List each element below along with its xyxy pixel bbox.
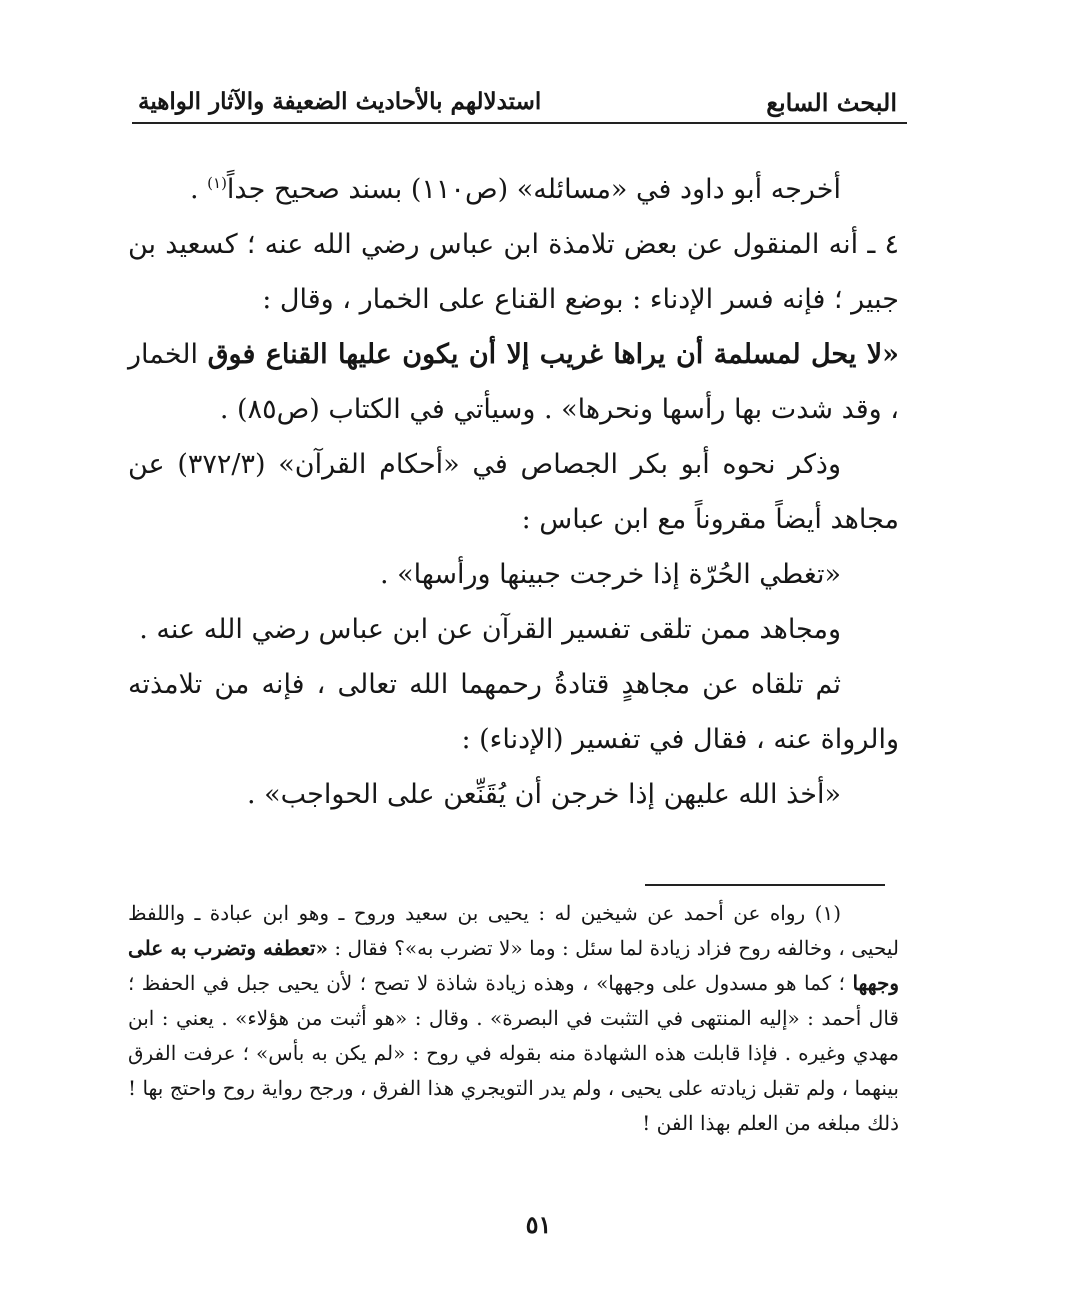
footnote-1-bold-quote: «تعطفه وتضرب به على وجهها — [128, 936, 899, 995]
paragraph-1 — [128, 162, 899, 217]
footnote-divider — [645, 884, 885, 886]
paragraph-4: وذكر نحوه أبو بكر الجصاص في «أحكام القرآن» (٣٧٢/٣) عن مجاهد أيضاً مقروناً مع ابن عباس : — [128, 449, 899, 535]
quote-said-ibn-jubayr: «لا يحل لمسلمة أن يراها غريب إلا أن يكون عليها القناع فوق — [207, 339, 899, 370]
footnote-1-part-a: (١) رواه عن أحمد عن شيخين له : يحيى بن سعيد وروح ـ وهو ابن عبادة ـ واللفظ ليحيى ، وخالفه روح فزاد زيادة لما سئل : وما «لا تضرب به»؟ فقال : — [128, 901, 899, 960]
header-chapter-title: استدلالهم بالأحاديث الضعيفة والآثار الواهية — [138, 88, 542, 115]
paragraph-3 — [128, 327, 899, 437]
paragraph-1-end: . — [189, 174, 208, 205]
quote-qatada: «أخذ الله عليهن إذا خرجن أن يُقَنِّعن على الحواجب» . — [246, 779, 841, 810]
footnote-reference: (١) — [207, 174, 227, 192]
paragraph-1-text: أخرجه أبو داود في «مسائله» (ص١١٠) بسند صحيح جداً — [226, 174, 841, 205]
paragraph-2: ٤ ـ أنه المنقول عن بعض تلامذة ابن عباس رضي الله عنه ؛ كسعيد بن جبير ؛ فإنه فسر الإدناء : بوضع القناع على الخمار ، وقال : — [128, 229, 899, 315]
quote-mujahid: «تغطي الحُرّة إذا خرجت جبينها ورأسها» . — [379, 559, 841, 590]
footnote-1 — [128, 896, 899, 1141]
paragraph-6: ومجاهد ممن تلقى تفسير القرآن عن ابن عباس رضي الله عنه . — [139, 614, 841, 645]
main-text — [128, 162, 899, 822]
footnote-1-part-c: ؛ كما هو مسدول على وجهها» ، وهذه زيادة شاذة لا تصح ؛ لأن يحيى جبل في الحفظ ؛ قال أحمد : «إليه المنتهى في التثبت في البصرة» . وقال : «هو أثبت من هؤلاء» . يعني : ابن مهدي وغيره . فإذا قابلت هذه الشهادة منه بقوله في روح : «لم يكن به بأس» ؛ عرفت الفرق بينهما ، ولم تقبل زيادته على يحيى ، ولم يدر التويجري هذا الفرق ، ورجح رواية روح واحتج بها ! ذلك مبلغه من العلم بهذا الفن ! — [128, 971, 899, 1135]
page-number: ٥١ — [525, 1210, 552, 1239]
running-header — [132, 82, 907, 124]
paragraph-3-rest: الخمار ، وقد شدت بها رأسها ونحرها» . وسيأتي في الكتاب (ص٨٥) . — [128, 339, 899, 425]
footnotes — [128, 896, 899, 1141]
paragraph-7: ثم تلقاه عن مجاهدٍ قتادةُ رحمهما الله تعالى ، فإنه من تلامذته والرواة عنه ، فقال في تفسير (الإدناء) : — [128, 669, 899, 755]
header-section-name: البحث السابع — [766, 88, 897, 117]
